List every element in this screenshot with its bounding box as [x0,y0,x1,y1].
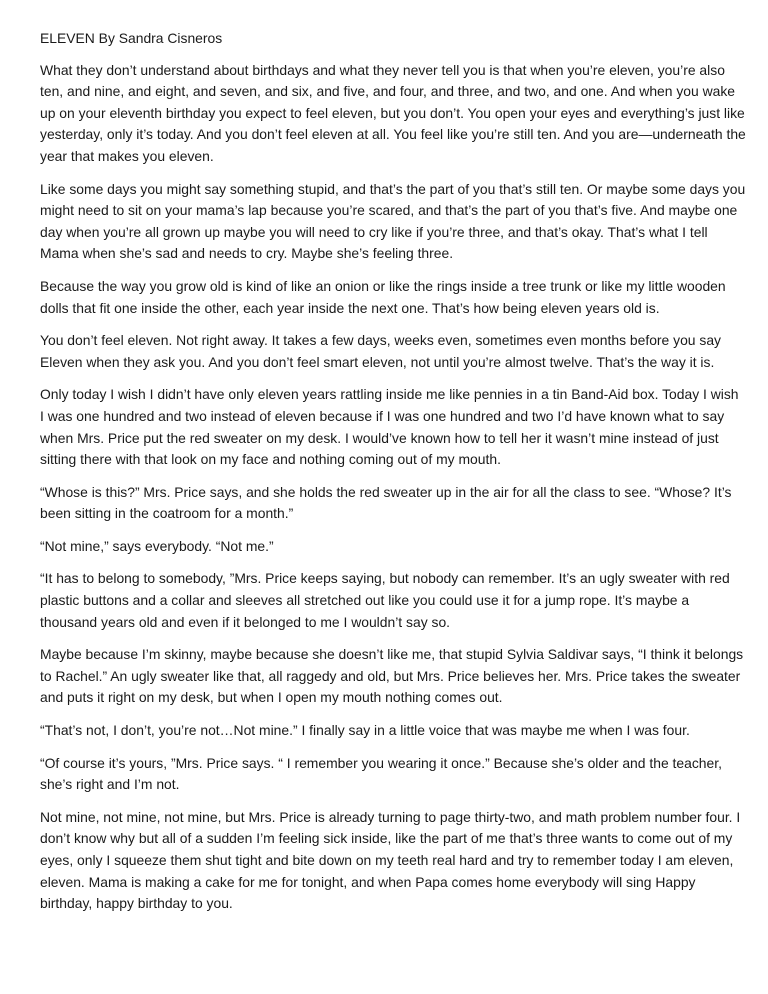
paragraph: “It has to belong to somebody, ”Mrs. Price keeps saying, but nobody can remember. It’s an ugly sweater with red plastic buttons and a collar and sleeves all stretched out like you could use it for a jump rope. It’s maybe a thousand years old and even if it belonged to me I wouldn’t say so. [40,570,730,630]
paragraph: Not mine, not mine, not mine, but Mrs. Price is already turning to page thirty-two, and math problem number four. I don’t know why but all of a sudden I’m feeling sick inside, like the part of me that’s three wants to come out of my eyes, only I squeeze them shut tight and bite down on my teeth real hard and try to remember today I am eleven, eleven. Mama is making a cake for me for tonight, and when Papa comes home everybody will sing Happy birthday, happy birthday to you. [40,808,741,912]
paragraph: “Of course it’s yours, ”Mrs. Price says. “ I remember you wearing it once.” Because she’s older and the teacher, she’s right and I’m not. [40,754,722,793]
paragraph: Maybe because I’m skinny, maybe because she doesn’t like me, that stupid Sylvia Saldivar says, “I think it belongs to Rachel.” An ugly sweater like that, all raggedy and old, but Mrs. Price believes her. Mrs. Price takes the sweater and puts it right on my desk, but when I open my mouth nothing comes out. [40,646,744,706]
paragraph: You don’t feel eleven. Not right away. It takes a few days, weeks even, sometimes even months before you say Eleven when they ask you. And you don’t feel smart eleven, not until you’re almost twelve. That’s the way it is. [40,332,722,370]
paragraph: “That’s not, I don’t, you’re not…Not mine.” I finally say in a little voice that was maybe me when I was four. [40,722,690,739]
paragraph: “Whose is this?” Mrs. Price says, and she holds the red sweater up in the air for all the class to see. “Whose? It’s been sitting in the coatroom for a month.” [40,483,732,522]
paragraph: Because the way you grow old is kind of like an onion or like the rings inside a tree trunk or like my little wooden dolls that fit one inside the other, each year inside the next one. That’s how being eleven years old is. [40,277,726,316]
document-title: ELEVEN By Sandra Cisneros [40,30,223,46]
paragraph: Like some days you might say something stupid, and that’s the part of you that’s still ten. Or maybe some days you might need to sit on your mama’s lap because you’re scared, and that’s the part of you that’s five. And maybe one day when you’re all grown up maybe you will need to cry like if you’re three, and that’s okay. That’s what I tell Mama when she’s sad and needs to cry. Maybe she’s feeling three. [40,180,746,262]
paragraph: What they don’t understand about birthdays and what they never tell you is that when you’re eleven, you’re also ten, and nine, and eight, and seven, and six, and five, and four, and three, and two, and one. And when you wake up on your eleventh birthday you expect to feel eleven, but you don’t. You open your eyes and everything’s just like yesterday, only it’s today. And you don’t feel eleven at all. You feel like you’re still ten. And you are—underneath the year that makes you eleven. [40,61,746,164]
document-page [40,28,746,926]
paragraph: Only today I wish I didn’t have only eleven years rattling inside me like pennies in a tin Band-Aid box. Today I wish I was one hundred and two instead of eleven because if I was one hundred and two I’d have known what to say when Mrs. Price put the red sweater on my desk. I would’ve known how to tell her it wasn’t mine instead of just sitting there with that look on my face and nothing coming out of my mouth. [40,386,739,468]
paragraph: “Not mine,” says everybody. “Not me.” [40,537,274,554]
